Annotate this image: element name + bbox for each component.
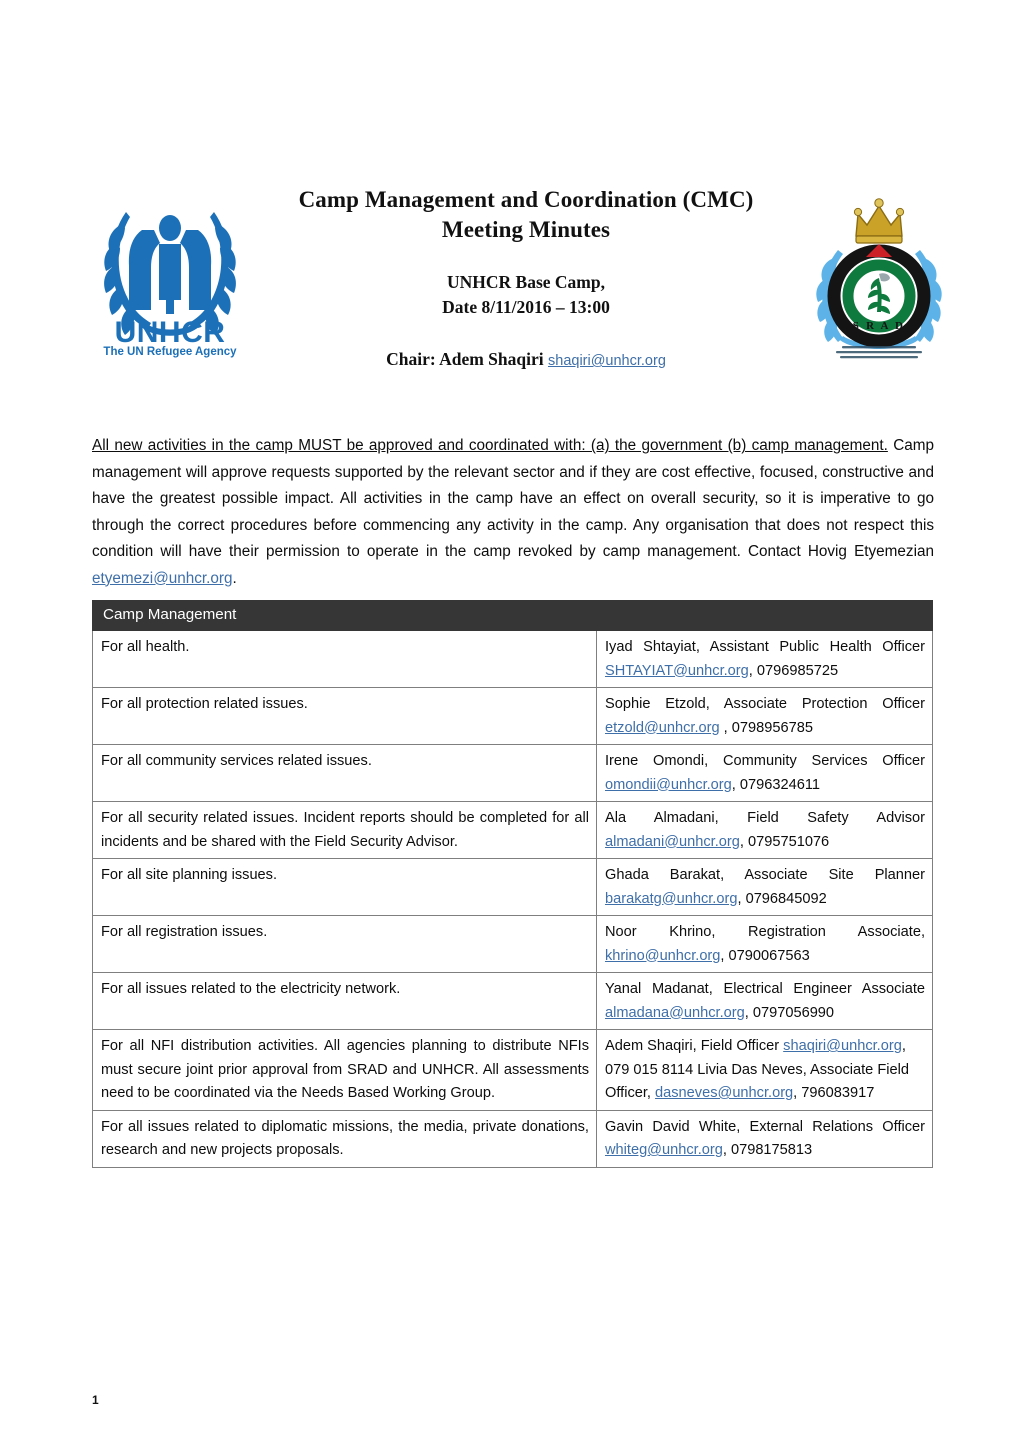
row-topic: For all security related issues. Incident reports should be completed for all incidents and be shared with the Field Security Advisor. — [93, 802, 597, 859]
contact-email-link[interactable]: whiteg@unhcr.org — [605, 1142, 723, 1158]
row-contact — [597, 745, 933, 802]
table-row — [93, 802, 933, 859]
contact-name-role: Noor Khrino, Registration Associate, — [605, 924, 926, 940]
contact-phone: , 0796324611 — [731, 776, 820, 793]
page-number: 1 — [92, 1393, 99, 1407]
srad-ring-text: S R A D — [852, 320, 906, 332]
chair-email-link[interactable]: shaqiri@unhcr.org — [548, 353, 666, 369]
contact-email-link[interactable]: shaqiri@unhcr.org — [783, 1038, 902, 1054]
contact-phone: , 0795751076 — [739, 833, 830, 850]
contact-email-link[interactable]: khrino@unhcr.org — [605, 947, 721, 964]
contact-phone: , 0798956785 — [719, 719, 813, 736]
contact-name-role: Gavin David White, External Relations Officer — [605, 1118, 926, 1135]
svg-text:The UN Refugee Agency: The UN Refugee Agency — [103, 346, 237, 358]
header-title-block — [248, 178, 804, 373]
contact-phone: , 0796985725 — [748, 662, 839, 679]
contact-phone: , 079 015 8114 — [605, 1038, 906, 1078]
contact-phone: , 0797056990 — [744, 1004, 835, 1021]
table-row — [93, 973, 933, 1030]
table-header-title: Camp Management — [93, 601, 933, 631]
row-topic: For all issues related to the electricity network. — [93, 973, 597, 1030]
row-contact — [597, 859, 933, 916]
contact-phone: , 0798175813 — [722, 1142, 813, 1158]
contact-phone: , 0796845092 — [737, 890, 827, 907]
table-row — [93, 1030, 933, 1111]
table-row — [93, 859, 933, 916]
meeting-location-block — [248, 270, 804, 320]
contact-email-link[interactable]: almadani@unhcr.org — [605, 833, 740, 850]
row-contact — [597, 1110, 933, 1167]
table-row — [93, 745, 933, 802]
chair-label: Chair: Adem Shaqiri — [386, 349, 544, 369]
unhcr-logo — [96, 190, 244, 358]
contact-name-role: Irene Omondi, Community Services Officer — [605, 753, 926, 769]
document-title — [248, 185, 804, 245]
row-topic: For all health. — [93, 631, 597, 688]
document-title-line2: Meeting Minutes — [441, 217, 611, 242]
chair-line — [248, 347, 804, 373]
contact-email-link[interactable]: SHTAYIAT@unhcr.org — [605, 662, 749, 679]
row-contact — [597, 916, 933, 973]
row-topic: For all protection related issues. — [93, 688, 597, 745]
contact-name-role: Ala Almadani, Field Safety Advisor — [605, 810, 926, 826]
document-header — [0, 178, 1024, 373]
document-title-line1: Camp Management and Coordination (CMC) — [298, 187, 754, 212]
row-topic: For all issues related to diplomatic missions, the media, private donations, research and new projects proposals. — [93, 1110, 597, 1167]
contact-email-link-secondary[interactable]: dasneves@unhcr.org — [655, 1085, 794, 1101]
srad-logo — [806, 194, 952, 366]
contact-phone-secondary: , 796083917 — [793, 1085, 875, 1101]
intro-trailing: . — [232, 569, 237, 587]
contact-name-role: Yanal Madanat, Electrical Engineer Associate — [605, 981, 926, 997]
contact-email-link[interactable]: omondii@unhcr.org — [605, 776, 732, 793]
contact-phone: , 0790067563 — [720, 947, 810, 964]
row-contact — [597, 631, 933, 688]
contact-name-role: Ghada Barakat, Associate Site Planner — [605, 867, 926, 883]
row-contact — [597, 1030, 933, 1111]
contact-email-link[interactable]: barakatg@unhcr.org — [605, 890, 738, 907]
intro-lead-underlined: All new activities in the camp MUST be approved and coordinated with: (a) the government (b) camp management. — [92, 437, 888, 455]
table-header-row — [93, 601, 933, 631]
contact-name-role: Iyad Shtayiat, Assistant Public Health Officer — [605, 639, 926, 655]
row-contact — [597, 802, 933, 859]
intro-body: Camp management will approve requests supported by the relevant sector and if they are cost effective, focused, constructive and have the greatest possible impact. All activities in the camp have an effect on overall security, so it is imperative to go through the correct procedures before commencing any activity in the camp. Any organisation that does not respect this condition will have their permission to operate in the camp revoked by camp management. Contact Hovig Etyemezian — [92, 437, 934, 561]
intro-contact-email-link[interactable]: etyemezi@unhcr.org — [92, 569, 233, 587]
row-topic: For all site planning issues. — [93, 859, 597, 916]
table-row — [93, 1110, 933, 1167]
contact-name-role: Sophie Etzold, Associate Protection Officer — [605, 696, 926, 712]
intro-paragraph — [92, 433, 934, 592]
meeting-location: UNHCR Base Camp, — [447, 272, 605, 292]
table-row — [93, 631, 933, 688]
table-row — [93, 688, 933, 745]
row-topic: For all NFI distribution activities. All agencies planning to distribute NFIs must secure joint prior approval from SRAD and UNHCR. All assessments need to be coordinated via the Needs Based Working Group. — [93, 1030, 597, 1111]
row-contact — [597, 688, 933, 745]
contact-email-link[interactable]: almadana@unhcr.org — [605, 1004, 745, 1021]
contact-name-role-secondary: Livia Das Neves, Associate Field Officer, — [605, 1061, 909, 1101]
row-topic: For all community services related issues. — [93, 745, 597, 802]
contact-email-link[interactable]: etzold@unhcr.org — [605, 719, 720, 736]
meeting-date: Date 8/11/2016 – 13:00 — [442, 297, 610, 317]
svg-text:UNHCR: UNHCR — [114, 316, 226, 349]
camp-management-table — [92, 600, 933, 1168]
table-row — [93, 916, 933, 973]
crown-icon — [854, 199, 903, 243]
row-topic: For all registration issues. — [93, 916, 597, 973]
row-contact — [597, 973, 933, 1030]
contact-name-role: Adem Shaqiri, Field Officer — [605, 1038, 784, 1054]
